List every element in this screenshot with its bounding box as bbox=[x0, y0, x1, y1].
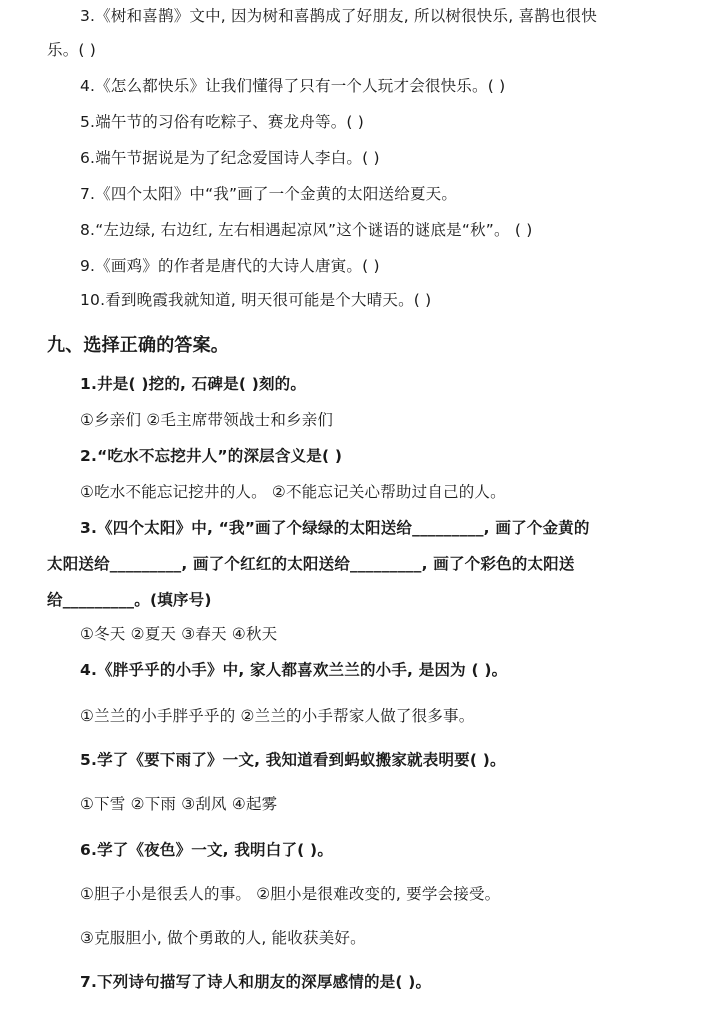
tf-item-7: 7.《四个太阳》中“我”画了一个金黄的太阳送给夏天。 bbox=[80, 185, 458, 203]
q1-stem: 1.井是( )挖的, 石碑是( )刻的。 bbox=[80, 375, 307, 393]
q3-line3: 给_________。(填序号) bbox=[47, 591, 212, 609]
q4-stem: 4.《胖乎乎的小手》中, 家人都喜欢兰兰的小手, 是因为 ( )。 bbox=[80, 661, 508, 679]
q3-line1: 3.《四个太阳》中, “我”画了个绿绿的太阳送给_________, 画了个金黄的 bbox=[80, 519, 590, 537]
q6-options-a: ①胆子小是很丢人的事。 ②胆小是很难改变的, 要学会接受。 bbox=[80, 885, 501, 903]
tf-item-3-line2: 乐。( ) bbox=[47, 41, 97, 59]
q3-options: ①冬天 ②夏天 ③春天 ④秋天 bbox=[80, 625, 278, 643]
q7-stem: 7.下列诗句描写了诗人和朋友的深厚感情的是( )。 bbox=[80, 973, 432, 991]
q6-stem: 6.学了《夜色》一文, 我明白了( )。 bbox=[80, 841, 334, 859]
tf-item-6: 6.端午节据说是为了纪念爱国诗人李白。( ) bbox=[80, 149, 380, 167]
q5-options: ①下雪 ②下雨 ③刮风 ④起雾 bbox=[80, 795, 278, 813]
tf-item-9: 9.《画鸡》的作者是唐代的大诗人唐寅。( ) bbox=[80, 257, 380, 275]
tf-item-4: 4.《怎么都快乐》让我们懂得了只有一个人玩才会很快乐。( ) bbox=[80, 77, 506, 95]
q6-options-b: ③克服胆小, 做个勇敢的人, 能收获美好。 bbox=[80, 929, 366, 947]
tf-item-10: 10.看到晚霞我就知道, 明天很可能是个大晴天。( ) bbox=[80, 291, 432, 309]
q4-options: ①兰兰的小手胖乎乎的 ②兰兰的小手帮家人做了很多事。 bbox=[80, 707, 475, 725]
q2-options: ①吃水不能忘记挖井的人。 ②不能忘记关心帮助过自己的人。 bbox=[80, 483, 506, 501]
q2-stem: 2.“吃水不忘挖井人”的深层含义是( ) bbox=[80, 447, 343, 465]
q5-stem: 5.学了《要下雨了》一文, 我知道看到蚂蚁搬家就表明要( )。 bbox=[80, 751, 506, 769]
tf-item-8: 8.“左边绿, 右边红, 左右相遇起凉风”这个谜语的谜底是“秋”。 ( ) bbox=[80, 221, 533, 239]
tf-item-3-line1: 3.《树和喜鹊》文中, 因为树和喜鹊成了好朋友, 所以树很快乐, 喜鹊也很快 bbox=[80, 7, 597, 25]
q3-line2: 太阳送给_________, 画了个红红的太阳送给_________, 画了个彩色的太阳送 bbox=[47, 555, 575, 573]
q1-options: ①乡亲们 ②毛主席带领战士和乡亲们 bbox=[80, 411, 334, 429]
section-nine-heading: 九、选择正确的答案。 bbox=[47, 335, 229, 356]
tf-item-5: 5.端午节的习俗有吃粽子、赛龙舟等。( ) bbox=[80, 113, 365, 131]
